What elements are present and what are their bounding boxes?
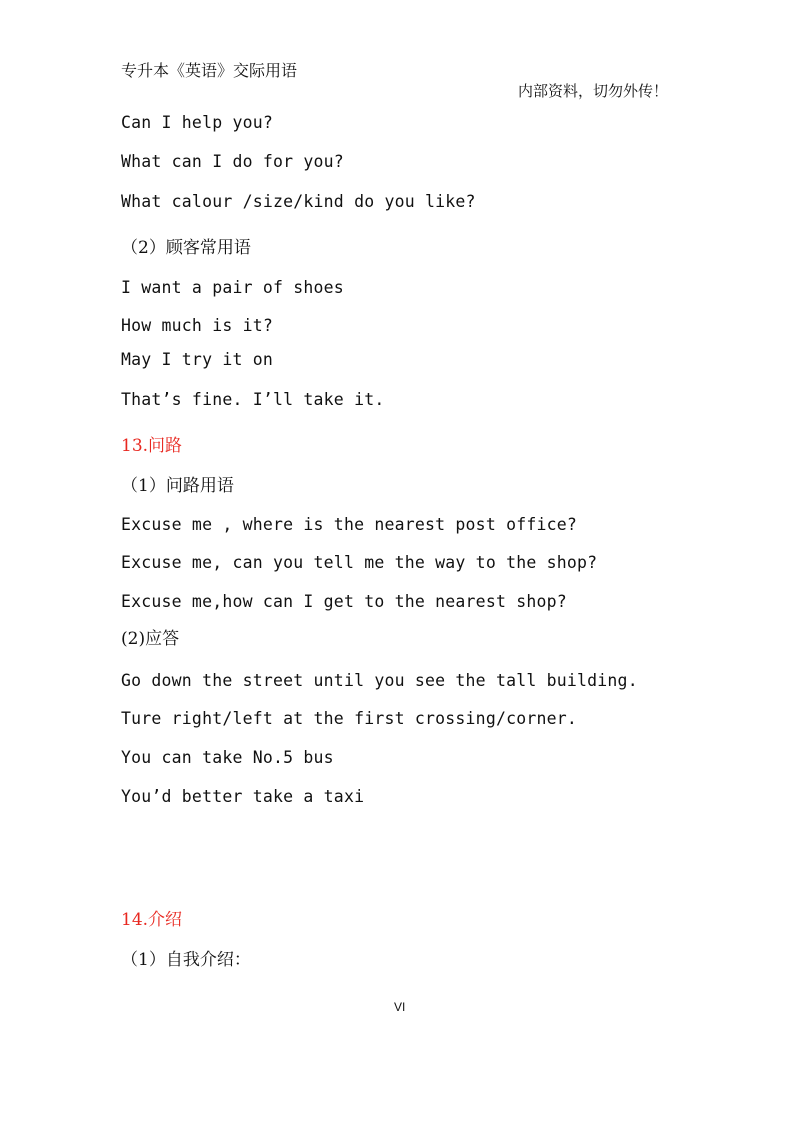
document-title: 专升本《英语》交际用语 — [121, 61, 298, 80]
clerk-line: What can I do for you? — [121, 152, 344, 171]
answer-heading: (2)应答 — [121, 629, 180, 649]
customer-line: I want a pair of shoes — [121, 278, 344, 297]
asking-directions-heading: （1）问路用语 — [121, 476, 234, 496]
section-title-directions: 13.问路 — [121, 436, 183, 456]
page-number: VI — [394, 1000, 406, 1014]
customer-line: That’s fine. I’ll take it. — [121, 390, 385, 409]
section-title-introduction: 14.介绍 — [121, 910, 183, 930]
answer-line: Go down the street until you see the tall building. — [121, 671, 638, 690]
answer-line: You’d better take a taxi — [121, 787, 365, 806]
asking-line: Excuse me,how can I get to the nearest shop? — [121, 592, 567, 611]
asking-line: Excuse me , where is the nearest post office? — [121, 515, 578, 534]
confidential-notice: 内部资料，切勿外传！ — [518, 82, 669, 100]
answer-line: Ture right/left at the first crossing/corner. — [121, 709, 578, 728]
self-introduction-heading: （1）自我介绍： — [121, 950, 251, 970]
clerk-line: What calour /size/kind do you like? — [121, 192, 476, 211]
customer-phrases-heading: （2）顾客常用语 — [121, 238, 251, 258]
customer-line: How much is it? — [121, 316, 274, 335]
asking-line: Excuse me, can you tell me the way to the shop? — [121, 553, 598, 572]
clerk-line: Can I help you? — [121, 113, 274, 132]
answer-line: You can take No.5 bus — [121, 748, 334, 767]
customer-line: May I try it on — [121, 350, 274, 369]
